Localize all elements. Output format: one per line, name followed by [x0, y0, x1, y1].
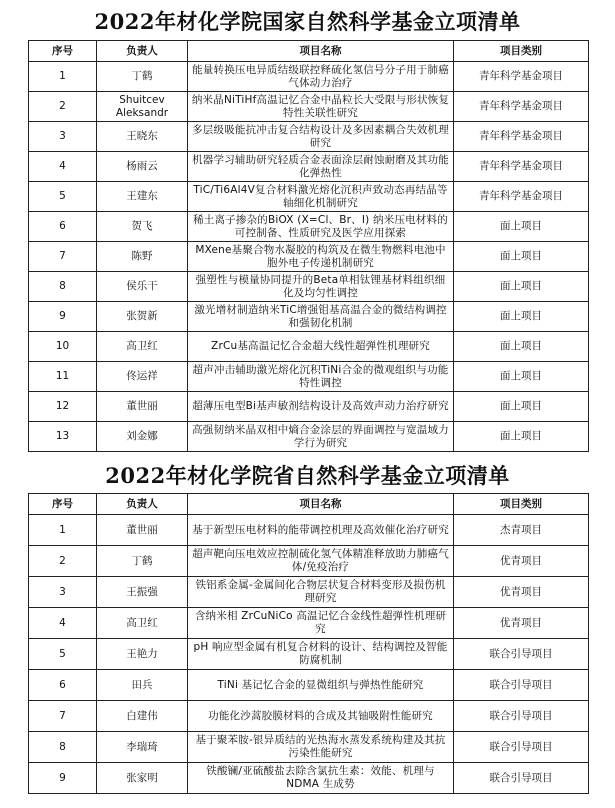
principal-investigator: 董世丽 — [97, 515, 188, 546]
project-type: 青年科学基金项目 — [454, 182, 589, 212]
table-row — [29, 422, 589, 452]
row-number: 5 — [29, 182, 97, 212]
table-row — [29, 515, 589, 546]
principal-investigator: 佟运祥 — [97, 362, 188, 392]
principal-investigator: 王建东 — [97, 182, 188, 212]
project-type: 面上项目 — [454, 422, 589, 452]
header-name: 项目名称 — [188, 41, 454, 62]
table-row — [29, 302, 589, 332]
national-fund-rows — [29, 62, 589, 452]
table-row — [29, 62, 589, 92]
project-type: 联合引导项目 — [454, 639, 589, 670]
project-type: 面上项目 — [454, 212, 589, 242]
row-number: 10 — [29, 332, 97, 362]
project-name: 激光增材制造纳米TiC增强钼基高温合金的微结构调控和强韧化机制 — [188, 302, 454, 332]
principal-investigator: 王艳力 — [97, 639, 188, 670]
project-type: 面上项目 — [454, 302, 589, 332]
principal-investigator: 杨雨云 — [97, 152, 188, 182]
principal-investigator: 刘金娜 — [97, 422, 188, 452]
row-number: 12 — [29, 392, 97, 422]
project-name: 铁铝系金属-金属间化合物层状复合材料变形及损伤机理研究 — [188, 577, 454, 608]
project-type: 优青项目 — [454, 577, 589, 608]
project-type: 联合引导项目 — [454, 732, 589, 763]
table-header-row — [29, 494, 589, 515]
project-name: 超薄压电型Bi基声敏剂结构设计及高效声动力治疗研究 — [188, 392, 454, 422]
project-type: 优青项目 — [454, 608, 589, 639]
project-type: 联合引导项目 — [454, 763, 589, 794]
header-type: 项目类别 — [454, 41, 589, 62]
row-number: 5 — [29, 639, 97, 670]
principal-investigator: 白建伟 — [97, 701, 188, 732]
table-row — [29, 92, 589, 122]
row-number: 3 — [29, 122, 97, 152]
table-row — [29, 242, 589, 272]
principal-investigator: 王振强 — [97, 577, 188, 608]
table-row — [29, 577, 589, 608]
row-number: 2 — [29, 92, 97, 122]
project-type: 面上项目 — [454, 242, 589, 272]
project-type: 青年科学基金项目 — [454, 62, 589, 92]
project-name: 基于聚苯胺-银异质结的光热海水蒸发系统构建及其抗污染性能研究 — [188, 732, 454, 763]
page-title-provincial: 2022年材化学院省自然科学基金立项清单 — [105, 463, 510, 488]
principal-investigator: 贺飞 — [97, 212, 188, 242]
project-name: 基于新型压电材料的能带调控机理及高效催化治疗研究 — [188, 515, 454, 546]
principal-investigator: 田兵 — [97, 670, 188, 701]
project-name: 功能化沙蒿胶膜材料的合成及其铀吸附性能研究 — [188, 701, 454, 732]
row-number: 9 — [29, 763, 97, 794]
project-name: 能量转换压电异质结级联控释硫化氢信号分子用于肺癌气体动力治疗 — [188, 62, 454, 92]
header-type: 项目类别 — [454, 494, 589, 515]
table-row — [29, 392, 589, 422]
national-fund-table — [28, 40, 589, 452]
principal-investigator: 董世丽 — [97, 392, 188, 422]
table-row — [29, 701, 589, 732]
project-type: 联合引导项目 — [454, 670, 589, 701]
table-row — [29, 546, 589, 577]
project-name: 超声冲击辅助激光熔化沉积TiNi合金的微观组织与功能特性调控 — [188, 362, 454, 392]
table-row — [29, 639, 589, 670]
table-row — [29, 152, 589, 182]
principal-investigator: 丁鹤 — [97, 62, 188, 92]
project-type: 杰青项目 — [454, 515, 589, 546]
principal-investigator: 高卫红 — [97, 332, 188, 362]
row-number: 6 — [29, 670, 97, 701]
project-name: 强塑性与模量协同提升的Beta单相钛锂基材料组织细化及均匀性调控 — [188, 272, 454, 302]
project-type: 青年科学基金项目 — [454, 152, 589, 182]
table-row — [29, 182, 589, 212]
table-row — [29, 732, 589, 763]
project-name: 稀土离子掺杂的BiOX (X=Cl、Br、I) 纳米压电材料的可控制备、性质研究及医学应用探索 — [188, 212, 454, 242]
row-number: 8 — [29, 272, 97, 302]
table-row — [29, 122, 589, 152]
project-name: TiNi 基记忆合金的显微组织与弹热性能研究 — [188, 670, 454, 701]
principal-investigator: 王晓东 — [97, 122, 188, 152]
project-type: 青年科学基金项目 — [454, 122, 589, 152]
table-header-row — [29, 41, 589, 62]
project-name: 含纳米相 ZrCuNiCo 高温记忆合金线性超弹性机理研究 — [188, 608, 454, 639]
project-name: pH 响应型金属有机复合材料的设计、结构调控及智能防腐机制 — [188, 639, 454, 670]
provincial-fund-rows — [29, 515, 589, 794]
project-name: 多层级吸能抗冲击复合结构设计及多因素耦合失效机理研究 — [188, 122, 454, 152]
table-row — [29, 212, 589, 242]
project-name: ZrCu基高温记忆合金超大线性超弹性机理研究 — [188, 332, 454, 362]
row-number: 11 — [29, 362, 97, 392]
row-number: 13 — [29, 422, 97, 452]
header-name: 项目名称 — [188, 494, 454, 515]
project-name: 铁酸镧/亚硫酸盐去除含氯抗生素：效能、机理与NDMA 生成势 — [188, 763, 454, 794]
header-pi: 负责人 — [97, 494, 188, 515]
project-type: 联合引导项目 — [454, 701, 589, 732]
table-row — [29, 670, 589, 701]
table-row — [29, 272, 589, 302]
principal-investigator: 高卫红 — [97, 608, 188, 639]
provincial-fund-table — [28, 493, 589, 794]
project-type: 面上项目 — [454, 332, 589, 362]
project-type: 面上项目 — [454, 392, 589, 422]
header-pi: 负责人 — [97, 41, 188, 62]
row-number: 7 — [29, 701, 97, 732]
row-number: 1 — [29, 515, 97, 546]
project-name: 纳米晶NiTiHf高温记忆合金中晶粒长大受限与形状恢复特性关联性研究 — [188, 92, 454, 122]
project-type: 优青项目 — [454, 546, 589, 577]
principal-investigator: 侯乐干 — [97, 272, 188, 302]
row-number: 6 — [29, 212, 97, 242]
project-name: 机器学习辅助研究轻质合金表面涂层耐蚀耐磨及其功能化弹热性 — [188, 152, 454, 182]
row-number: 4 — [29, 608, 97, 639]
table-row — [29, 332, 589, 362]
project-name: MXene基聚合物水凝胶的构筑及在微生物燃料电池中胞外电子传递机制研究 — [188, 242, 454, 272]
project-type: 青年科学基金项目 — [454, 92, 589, 122]
row-number: 7 — [29, 242, 97, 272]
row-number: 1 — [29, 62, 97, 92]
table-row — [29, 763, 589, 794]
project-name: 超声靶向压电效应控制硫化氢气体精准释放助力肺癌气体/免疫治疗 — [188, 546, 454, 577]
project-type: 面上项目 — [454, 272, 589, 302]
row-number: 2 — [29, 546, 97, 577]
project-type: 面上项目 — [454, 362, 589, 392]
page-title-national: 2022年材化学院国家自然科学基金立项清单 — [94, 9, 521, 34]
principal-investigator: 李瑞琦 — [97, 732, 188, 763]
principal-investigator: 张家明 — [97, 763, 188, 794]
principal-investigator: Shuitcev Aleksandr — [97, 92, 188, 122]
row-number: 4 — [29, 152, 97, 182]
header-no: 序号 — [29, 41, 97, 62]
row-number: 8 — [29, 732, 97, 763]
header-no: 序号 — [29, 494, 97, 515]
principal-investigator: 丁鹤 — [97, 546, 188, 577]
principal-investigator: 张贺新 — [97, 302, 188, 332]
table-row — [29, 362, 589, 392]
project-name: 高强韧纳米晶双相中熵合金涂层的界面调控与宽温域力学行为研究 — [188, 422, 454, 452]
table-row — [29, 608, 589, 639]
project-name: TiC/Ti6Al4V复合材料激光熔化沉积声致动态再结晶等轴细化机制研究 — [188, 182, 454, 212]
row-number: 9 — [29, 302, 97, 332]
principal-investigator: 陈野 — [97, 242, 188, 272]
row-number: 3 — [29, 577, 97, 608]
